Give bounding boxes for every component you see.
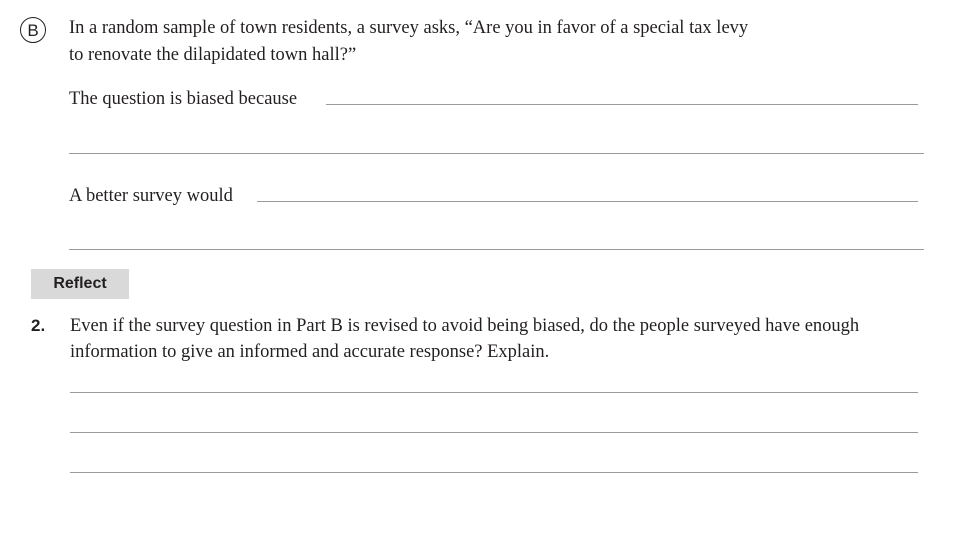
question-2-line-2: information to give an informed and accurate response? Explain. — [70, 342, 550, 362]
question-2-answer-line-3[interactable] — [70, 472, 918, 473]
better-survey-answer-line-1[interactable] — [257, 201, 918, 202]
question-2-number: 2. — [31, 316, 46, 335]
better-survey-label: A better survey would — [69, 186, 233, 206]
better-survey-answer-line-2[interactable] — [69, 249, 924, 250]
biased-answer-line-2[interactable] — [69, 153, 924, 154]
part-b-marker-letter: B — [27, 20, 39, 40]
part-b-marker — [20, 17, 46, 43]
question-2-line-1: Even if the survey question in Part B is revised to avoid being biased, do the people surveyed have enough — [70, 316, 860, 336]
biased-answer-line-1[interactable] — [326, 104, 918, 105]
question-2-answer-line-2[interactable] — [70, 432, 918, 433]
question-2-answer-line-1[interactable] — [70, 392, 918, 393]
part-b-prompt-line-1: In a random sample of town residents, a survey asks, “Are you in favor of a special tax levy — [69, 18, 749, 38]
reflect-heading: Reflect — [31, 269, 129, 299]
biased-because-label: The question is biased because — [69, 89, 298, 109]
part-b-prompt-line-2: to renovate the dilapidated town hall?” — [69, 45, 357, 65]
